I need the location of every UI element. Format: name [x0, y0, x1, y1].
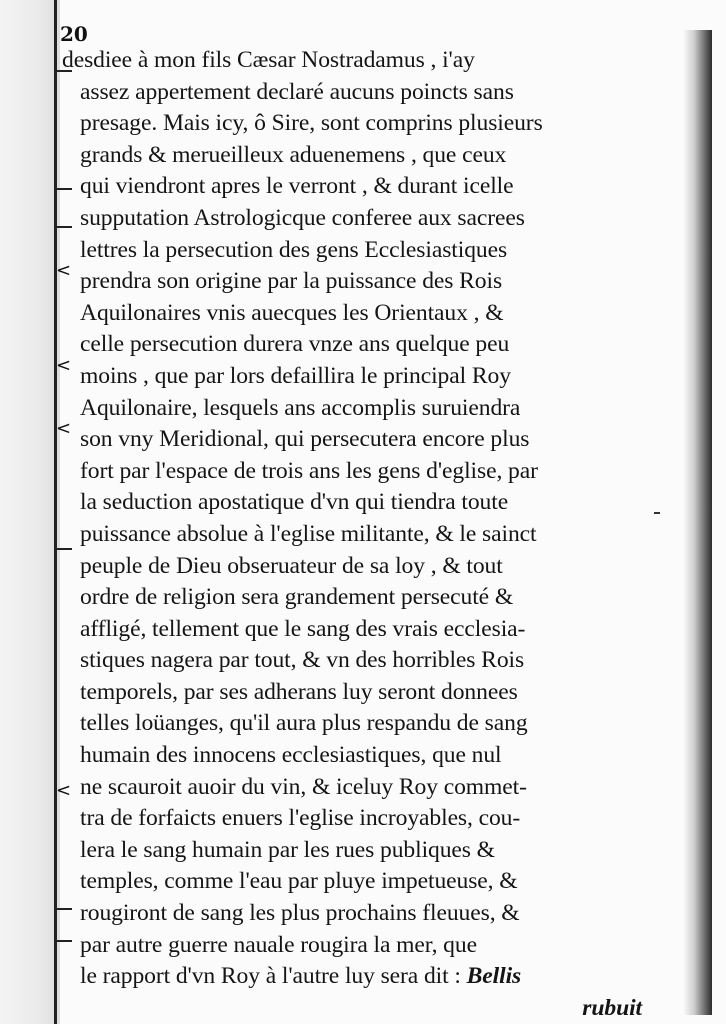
- catchword: [62, 993, 642, 1024]
- text-line: stiques nagera par tout, & vn des horribles Rois: [80, 647, 525, 674]
- text-line: rougiront de sang les plus prochains fleuues, &: [80, 900, 520, 927]
- text-line: celle persecution durera vnze ans quelque peu: [80, 331, 510, 358]
- body-text: [62, 45, 642, 1024]
- text-line: temporels, par ses adherans luy seront donnees: [80, 678, 518, 705]
- text-line: assez appertement declaré aucuns poincts sans: [80, 78, 514, 105]
- text-line: lettres la persecution des gens Ecclesiastiques: [80, 236, 508, 263]
- text-line: [62, 961, 642, 993]
- text-line: grands & merueilleux aduenemens , que ceux: [80, 141, 507, 168]
- catchword-inline: Bellis: [466, 963, 522, 990]
- text-line: telles loüanges, qu'il aura plus respandu de sang: [80, 710, 528, 737]
- text-line: desdiee à mon fils Cæsar Nostradamus , i'ay: [62, 47, 475, 73]
- text-line: ordre de religion sera grandement persecuté &: [80, 584, 514, 611]
- text-line: qui viendront apres le verront , & durant icelle: [80, 173, 514, 200]
- text-line: Aquilonaire, lesquels ans accomplis suruiendra: [80, 394, 521, 421]
- margin-arrow-icon: <: [56, 355, 72, 376]
- text-line: lera le sang humain par les rues publiques &: [80, 836, 495, 863]
- book-gutter: [0, 0, 60, 1024]
- text-line: ne scauroit auoir du vin, & iceluy Roy commet-: [80, 773, 527, 800]
- page-edge-shadow: [682, 30, 712, 1015]
- text-line: par autre guerre nauale rougira la mer, que: [80, 931, 477, 958]
- margin-mark: [654, 512, 660, 514]
- text-line: son vny Meridional, qui persecutera encore plus: [80, 426, 530, 453]
- text-line: puissance absolue à l'eglise militante, & le sainct: [80, 520, 537, 547]
- catchword-text: rubuit: [582, 994, 642, 1021]
- text-line: presage. Mais icy, ô Sire, sont comprins plusieurs: [80, 110, 543, 137]
- text-line-body: le rapport d'vn Roy à l'autre luy sera dit :: [80, 963, 461, 990]
- text-line: moins , que par lors defaillira le principal Roy: [80, 362, 511, 389]
- text-line: affligé, tellement que le sang des vrais ecclesia-: [80, 615, 526, 642]
- text-line: prendra son origine par la puissance des Rois: [80, 268, 503, 295]
- text-line: peuple de Dieu obseruateur de sa loy , & tout: [80, 552, 503, 579]
- text-line: tra de forfaicts enuers l'eglise incroyables, cou-: [80, 805, 521, 832]
- binding-edge: [54, 0, 57, 1024]
- text-line: supputation Astrologicque conferee aux sacrees: [80, 204, 525, 231]
- margin-arrow-icon: <: [56, 780, 72, 801]
- page-number: 20: [60, 22, 88, 46]
- margin-arrow-icon: <: [56, 260, 72, 281]
- margin-arrow-icon: <: [56, 418, 72, 439]
- text-line: fort par l'espace de trois ans les gens d'eglise, par: [80, 457, 538, 484]
- text-line: humain des innocens ecclesiastiques, que nul: [80, 742, 502, 769]
- text-line: Aquilonaires vnis auecques les Orientaux , &: [80, 299, 504, 326]
- text-line: temples, comme l'eau par pluye impetueuse, &: [80, 868, 518, 895]
- text-line: la seduction apostatique d'vn qui tiendra toute: [80, 489, 509, 516]
